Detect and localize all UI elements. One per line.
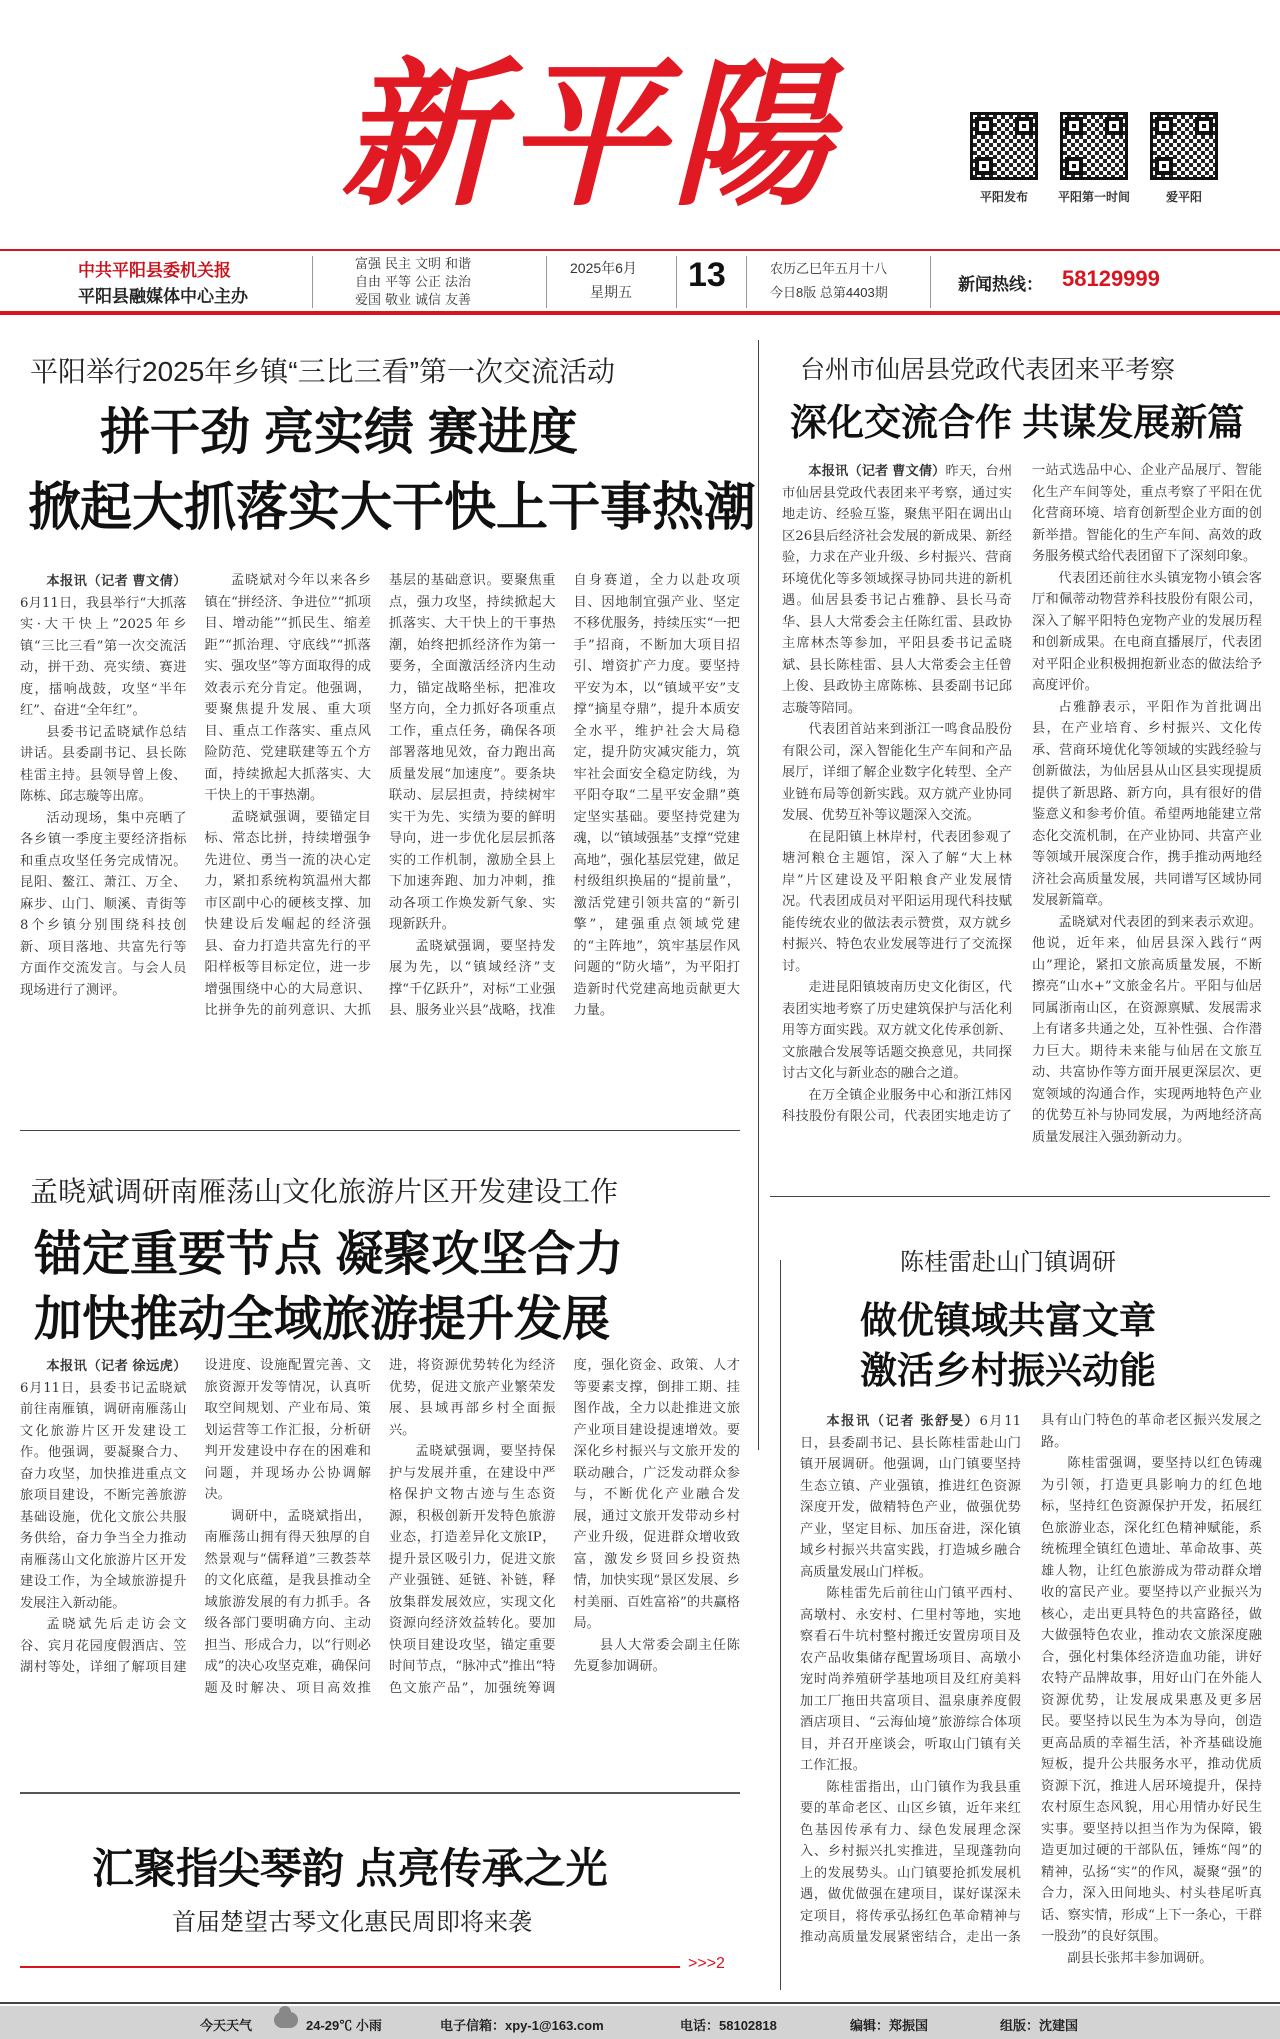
teaser-rule-bottom bbox=[20, 1966, 680, 1968]
footer bbox=[0, 2006, 1280, 2039]
issue-date: 2025年6月 bbox=[570, 260, 637, 276]
footer-editor: 编辑：郑振国 bbox=[850, 2018, 929, 2033]
article1-lead: 平阳举行2025年乡镇“三比三看”第一次交流活动 bbox=[30, 356, 615, 387]
divider bbox=[312, 256, 313, 308]
lunar-date: 农历乙巳年五月十八 bbox=[770, 261, 888, 276]
footer-email[interactable]: 电子信箱：xpy-1@163.com bbox=[440, 2018, 604, 2033]
weather-label: 今天天气 bbox=[200, 2018, 253, 2033]
divider bbox=[676, 256, 677, 308]
org-host: 平阳县融媒体中心主办 bbox=[78, 287, 248, 306]
footer-rule bbox=[0, 2002, 1280, 2004]
section-rule bbox=[770, 1196, 1270, 1197]
footer-phone: 电话：58102818 bbox=[680, 2018, 777, 2033]
column-rule bbox=[780, 1260, 781, 1990]
newspaper-title: 新平陽 bbox=[340, 43, 838, 228]
article1-headline2: 掀起大抓落实大干快上干事热潮 bbox=[28, 479, 757, 537]
cloud-icon bbox=[274, 2012, 298, 2028]
qr-code-icon bbox=[970, 112, 1038, 180]
article3-lead: 孟晓斌调研南雁荡山文化旅游片区开发建设工作 bbox=[30, 1176, 619, 1207]
article4-body: 本报讯（记者 张舒旻）6月11日，县委副书记、县长陈桂雷赴山门镇开展调研。他强调，山门镇要坚持生态立镇、产业强镇，推进红色资源深度开发，做精特色产业，做强优势产业，坚定目标、加压奋进，深化镇域乡村振兴共富实践，打造城乡融合高质量发展山门样板。 陈桂雷先后前往山门镇平西村、高墩村、永安村、仁里村等地，实地察看石牛坑村整村搬迁安置房项目及农产品收集储存配置场项目、高墩小宠时尚养殖研学基地项目及红府美料加工厂拖田共富项目、温泉康养度假酒店项目、“云海仙境”旅游综合体项目，并召开座谈会，听取山门镇有关工作汇报。 陈桂雷指出，山门镇作为我县重要的革命老区、山区乡镇，近年来红色基因传承有力、绿色发展理念深入、乡村振兴扎实推进，呈现蓬勃向上的发展势头。山门镇要抢抓发展机遇，做优做强在建项目，谋好谋深未定项目，将传承弘扬红色革命精神与推动高质量发展紧密结合，走出一条具有山门特色的革命老区振兴发展之路。 陈桂雷强调，要坚持以红色铸魂为引领，打造更具影响力的红色地标，坚持红色资源保护开发，拓展红色旅游业态，深化红色精神赋能，系统梳理全镇红色遗址、革命故事、英雄人物，让红色旅游成为带动群众增收的富民产业。要坚持以产业振兴为核心，走出更具特色的共富路径，做大做强特色农业，推动农文旅深度融合，强化村集体经济造血功能，讲好农特产品牌故事，用好山门在外能人资源优势，让发展成果惠及更多居民。要坚持以民生为本为导向，创造更高品质的幸福生活，补齐基础设施短板，提升公共服务水平，推动优质资源下沉，推进人居环境提升，保持农村原生态风貌，用心用情办好民生实事。要坚持以担当作为为保障，锻造更加过硬的干部队伍，锤炼“闯”的精神，弘扬“实”的作风，凝聚“强”的合力，深入田间地头、村头巷尾听真话、察实情，形成“上下一条心，干群一股劲”的良好氛围。 副县长张邦丰参加调研。 bbox=[800, 1413, 1262, 1966]
teaser-subhead: 首届楚望古琴文化惠民周即将来袭 bbox=[172, 1909, 532, 1936]
qr-label-1: 平阳发布 bbox=[979, 190, 1028, 204]
divider bbox=[546, 256, 547, 308]
divider bbox=[930, 256, 931, 308]
page-jump-link[interactable]: >>>2 bbox=[688, 1955, 725, 1972]
issue-weekday: 星期五 bbox=[590, 284, 632, 300]
org-name: 中共平阳县委机关报 bbox=[78, 261, 231, 280]
column-rule bbox=[758, 340, 759, 1450]
article2-lead: 台州市仙居县党政代表团来平考察 bbox=[800, 356, 1176, 384]
article3-body: 本报讯（记者 徐远虎）6月11日，县委书记孟晓斌前往南雁镇，调研南雁荡山文化旅游片区开发建设工作。他强调，要凝聚合力、奋力攻坚，加快推进重点文旅项目建设，不断完善旅游基础设施，优化文旅公共服务供给，奋力争当全力推动南雁荡山文化旅游片区开发建设工作，为全域旅游提升发展注入新动能。 孟晓斌先后走访会文谷、宾月花园度假酒店、笠湖村等处，详细了解项目建设进度、设施配置完善、文旅资源开发等情况，认真听取空间规划、产业布局、策划运营等工作汇报，分析研判开发建设中存在的困难和问题，并现场办公协调解决。 调研中，孟晓斌指出，南雁荡山拥有得天独厚的自然景观与“儒释道”三教荟萃的文化底蕴，是我县推动全域旅游发展的有力抓手。各级各部门要明确方向、主动担当、形成合力，以“行则必成”的决心攻坚克难，确保问题及时解决、项目高效推进，将资源优势转化为经济优势，促进文旅产业繁荣发展、县域再部乡村全面振兴。 孟晓斌强调，要坚持保护与发展并重，在建设中严格保护文物古迹与生态资源，积极创新开发特色旅游业态，打造差异化文旅IP，提升景区吸引力，促进文旅产业强链、延链、补链，释放集群发展效应，实现文化资源向经济效益转化。要加快项目建设攻坚，锚定重要时间节点，“脉冲式”推出“特色文旅产品”，加强统筹调度，强化资金、政策、人才等要素支撑，倒排工期、挂图作战，全力以赴推进文旅产业项目建设提速增效。要深化乡村振兴与文旅开发的联动融合，广泛发动群众参与，不断优化产业融合发展，通过文旅开发带动乡村产业升级，促进群众增收致富，激发乡贤回乡投资热情，加快实现“景区发展、乡村美丽、百姓富裕”的共赢格局。 县人大常委会副主任陈先夏参加调研。 bbox=[20, 1358, 740, 1696]
core-values: 富强 民主 文明 和谐 自由 平等 公正 法治 爱国 敬业 诚信 友善 bbox=[355, 256, 472, 307]
issue-day: 13 bbox=[688, 256, 726, 294]
divider bbox=[746, 256, 747, 308]
article4-headline2: 激活乡村振兴动能 bbox=[860, 1350, 1156, 1391]
article4-headline1: 做优镇域共富文章 bbox=[860, 1300, 1156, 1341]
footer-layout: 组版：沈建国 bbox=[1000, 2018, 1079, 2033]
article2-headline: 深化交流合作 共谋发展新篇 bbox=[790, 402, 1245, 443]
teaser-rule-top bbox=[20, 1792, 740, 1794]
article2-body: 本报讯（记者 曹文倩）昨天，台州市仙居县党政代表团来平考察，通过实地走访、经验互鉴，聚焦平阳在调出山区26县后经济社会发展的新成果、新经验，力求在产业升级、乡村振兴、营商环境优化等多领域探寻协同共进的新机遇。仙居县委书记占雅静、县长马奇华、县人大常委会主任陈红雷、县政协主席林杰等参加，平阳县委书记孟晓斌、县长陈桂雷、县人大常委会主任曾上俊、县政协主席陈栋、县委副书记邱志璇等陪同。 代表团首站来到浙江一鸣食品股份有限公司，深入智能化生产车间和产品展厅，详细了解企业数字化转型、全产业链布局等创新实践。双方就产业协同发展、优势互补等议题深入交流。 在昆阳镇上林岸村，代表团参观了塘河粮仓主题馆，深入了解“大上林岸”片区建设及平阳粮食产业发展情况。代表团成员对平阳运用现代科技赋能传统农业的做法表示赞赏，双方就乡村振兴、特色农业发展等进行了交流探讨。 走进昆阳镇坡南历史文化街区，代表团实地考察了历史建筑保护与活化利用等方面实践。双方就文化传承创新、文旅融合发展等话题交换意见，共同探讨古文化与新业态的融合之道。 在万全镇企业服务中心和浙江炜冈科技股份有限公司，代表团实地走访了一站式选品中心、企业产品展厅、智能化生产车间等处，重点考察了平阳在优化营商环境、培育创新型企业方面的创新举措。智能化的生产车间、高效的政务服务模式给代表团留下了深刻印象。 代表团还前往水头镇宠物小镇会客厅和佩蒂动物营养科技股份有限公司，深入了解平阳特色宠物产业的发展历程和创新成果。在电商直播展厅，代表团对平阳企业积极拥抱新业态的做法给予高度评价。 占雅静表示，平阳作为首批调出县，在产业培育、乡村振兴、文化传承、营商环境优化等领域的实践经验与创新做法，为仙居县从山区县实现提质提供了新思路、新方向，具有很好的借鉴意义和参考价值。希望两地能建立常态化交流机制，在产业协同、共富产业等领域开展深度合作，携手推动两地经济社会高质量发展，共同谱写区域协同发展新篇章。 孟晓斌对代表团的到来表示欢迎。他说，近年来，仙居县深入践行“两山”理论，紧扣文旅高质量发展，不断擦亮“山水+”文旅金名片。平阳与仙居同属浙南山区，在资源禀赋、发展需求上有诸多共通之处，互补性强、合作潜力巨大。期待未来能与仙居在文旅互动、共富协作等方面开展更深层次、更宽领域的沟通合作，实现两地特色产业的优势互补与协同发展，为两地经济高质量发展注入强劲新动力。 bbox=[782, 463, 1262, 1145]
teaser-headline[interactable]: 汇聚指尖琴韵 点亮传承之光 bbox=[92, 1845, 608, 1892]
qr-code-icon bbox=[1060, 112, 1128, 180]
article1-headline1: 拼干劲 亮实绩 赛进度 bbox=[100, 404, 578, 460]
article3-headline1: 锚定重要节点 凝聚攻坚合力 bbox=[34, 1228, 624, 1281]
qr-code-icon bbox=[1150, 112, 1218, 180]
edition-info: 今日8版 总第4403期 bbox=[770, 285, 888, 300]
hotline-label: 新闻热线： bbox=[958, 275, 1043, 294]
section-rule bbox=[20, 1130, 740, 1131]
weather-value: 24-29℃ 小雨 bbox=[306, 2018, 382, 2033]
qr-label-2: 平阳第一时间 bbox=[1057, 190, 1130, 204]
article4-lead: 陈桂雷赴山门镇调研 bbox=[900, 1249, 1116, 1276]
article3-headline2: 加快推动全域旅游提升发展 bbox=[34, 1293, 611, 1346]
hotline-number: 58129999 bbox=[1062, 266, 1160, 291]
article1-body: 本报讯（记者 曹文倩）6月11日，我县举行“大抓落实·大干快上”2025年乡镇“三比三看”第一次交流活动，拼干劲、亮实绩、赛进度，擂响战鼓，攻坚“半年红”、奋进“全年红”。 县委书记孟晓斌作总结讲话。县委副书记、县长陈桂雷主持。县领导曾上俊、陈栋、邱志璇等出席。 活动现场，集中亮晒了各乡镇一季度主要经济指标和重点攻坚任务完成情况。昆阳、鳌江、萧江、万全、麻步、山门、顺溪、青街等8个乡镇分别围绕科技创新、项目落地、共富先行等方面作交流发言。与会人员现场进行了测评。 孟晓斌对今年以来各乡镇在“拼经济、争进位”“抓项目、增动能”“抓民生、缩差距”“抓治理、守底线”“抓落实、强攻坚”等方面取得的成效表示充分肯定。他强调，要聚焦提升发展、重大项目、重点工作落实、重点风险防范、党建联建等五个方面，持续掀起大抓落实、大干快上的干事热潮。 孟晓斌强调，要锚定目标、常态比拼，持续增强争先进位、勇当一流的决心定力，紧扣系统构筑温州大都市区副中心的硬核支撑、加快建设后发崛起的经济强县、奋力打造共富先行的平阳样板等目标定位，进一步增强围绕中心的大局意识、比拼争先的前列意识、大抓基层的基础意识。要聚焦重点，强力攻坚，持续掀起大抓落实、大干快上的干事热潮，始终把抓经济作为第一要务，全面激活经济内生动力，锚定战略坐标，把准攻坚方向，全力抓好各项重点工作，重点任务，确保各项部署落地见效，奋力跑出高质量发展“加速度”。要条块联动、层层担责，持续树牢实干为先、实绩为要的鲜明导向，进一步优化层层抓落实的工作机制，激励全县上下加速奔跑、加力冲刺，推动各项工作焕发新气象、实现新跃升。 孟晓斌强调，要坚持发展为先，以“镇域经济”支撑“千亿跃升”，对标“工业强县、服务业兴县”战略，找准自身赛道，全力以赴攻项目、因地制宜强产业、坚定不移优服务，持续压实“一把手”招商，不断加大项目招引、增资扩产力度。要坚持平安为本，以“镇域平安”支撑“摘星夺鼎”，提升本质安全水平，维护社会大局稳定，提升防灾减灾能力，筑牢社会面安全稳定防线，为平阳夺取“二星平安金鼎”奠定坚实基础。要坚持党建为魂，以“镇域强基”支撑“党建高地”，强化基层党建，做足村级组织换届的“提前量”，激活党建引领共富的“新引擎”，建强重点领域党建的“主阵地”，筑牢基层作风问题的“防火墙”，为平阳打造新时代党建高地贡献更大力量。 bbox=[20, 573, 740, 1018]
qr-label-3: 爱平阳 bbox=[1165, 190, 1202, 204]
